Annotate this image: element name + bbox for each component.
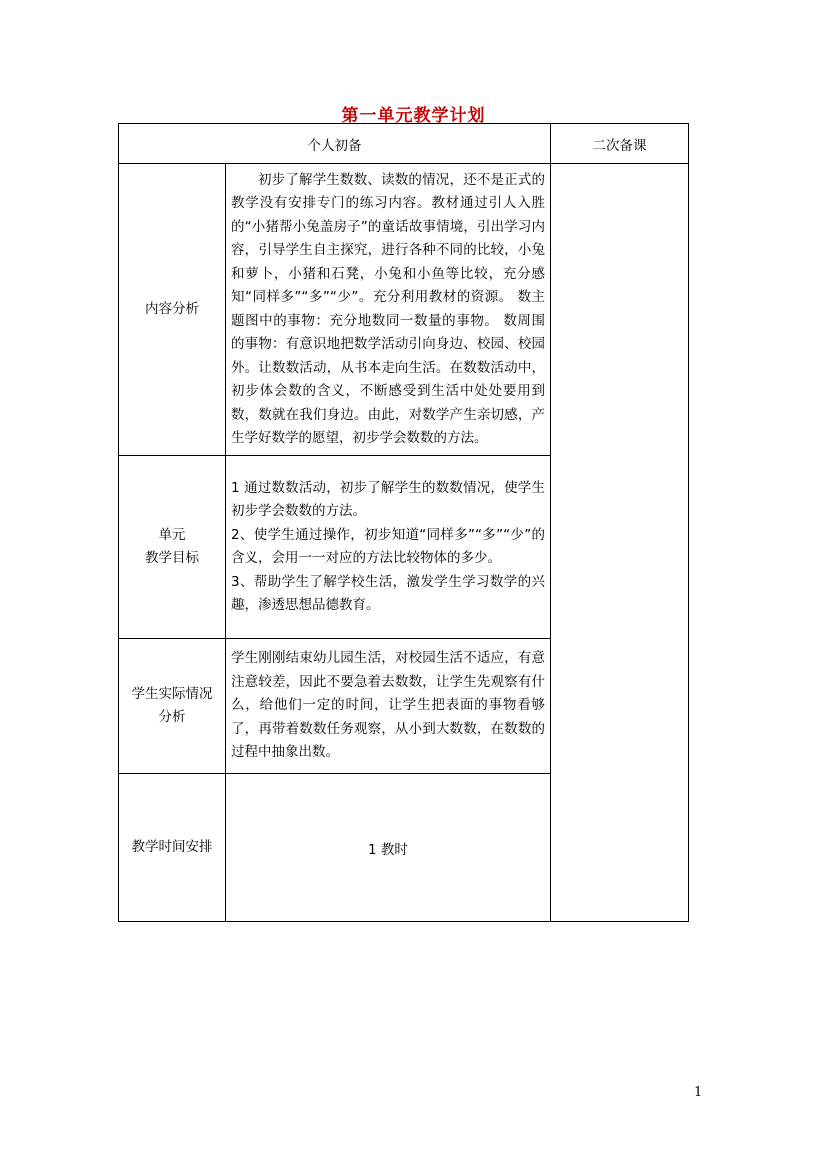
second-prep-cell bbox=[551, 164, 689, 922]
row-label-student-analysis bbox=[119, 639, 226, 774]
time-arrangement-value: 1 教时 bbox=[226, 774, 551, 922]
student-analysis-cell bbox=[226, 639, 551, 774]
row-label-line: 学生实际情况 bbox=[131, 686, 213, 702]
content-analysis-text: 初步了解学生数数、读数的情况，还不是正式的教学没有安排专门的练习内容。教材通过引人入胜的“小猪帮小兔盖房子”的童话故事情境，引出学习内容，引导学生自主探究，进行各种不同的比较，小兔和萝卜，小猪和石凳，小兔和小鱼等比较，充分感知“同样多”“多”“少”。充分利用教材的资源。 数主题图中的事物：充分地数同一数量的事物。 数周围的事物：有意识地把数学活动引向身边、校园、校园外。让数数活动，从书本走向生活。在数数活动中，初步体会数的含义，不断感受到生活中处处要用到数，数就在我们身边。由此，对数学产生亲切感，产生学好数学的愿望，初步学会数数的方法。 bbox=[231, 171, 545, 446]
header-second-prep: 二次备课 bbox=[551, 124, 689, 164]
unit-goals-cell bbox=[226, 456, 551, 639]
content-analysis-cell bbox=[226, 164, 551, 456]
table-header-row bbox=[119, 124, 689, 164]
row-label-unit-goals bbox=[119, 456, 226, 639]
row-label-time-arrangement: 教学时间安排 bbox=[119, 774, 226, 922]
row-label-line: 分析 bbox=[158, 709, 186, 725]
row-label-line: 单元 bbox=[158, 527, 186, 543]
row-label-line: 教学目标 bbox=[145, 550, 199, 566]
goal-item: 3、帮助学生了解学校生活，激发学生学习数学的兴趣，渗透思想品德教育。 bbox=[231, 573, 545, 613]
page-title: 第一单元教学计划 bbox=[341, 106, 486, 126]
student-analysis-text: 学生刚刚结束幼儿园生活，对校园生活不适应，有意注意较差，因此不要急着去数数，让学生先观察有什么，给他们一定的时间，让学生把表面的事物看够了，再带着数数任务观察，从小到大数数，在数数的过程中抽象出数。 bbox=[231, 650, 545, 761]
page-number: 1 bbox=[694, 1085, 703, 1100]
lesson-plan-table bbox=[118, 123, 689, 922]
header-personal-prep: 个人初备 bbox=[119, 124, 551, 164]
row-label-content-analysis: 内容分析 bbox=[119, 164, 226, 456]
goal-item: 1 通过数数活动，初步了解学生的数数情况，使学生初步学会数数的方法。 bbox=[231, 479, 545, 519]
goal-item: 2、使学生通过操作，初步知道“同样多”“多”“少”的含义，会用一一对应的方法比较物体的多少。 bbox=[231, 526, 545, 566]
table-row bbox=[119, 164, 689, 456]
